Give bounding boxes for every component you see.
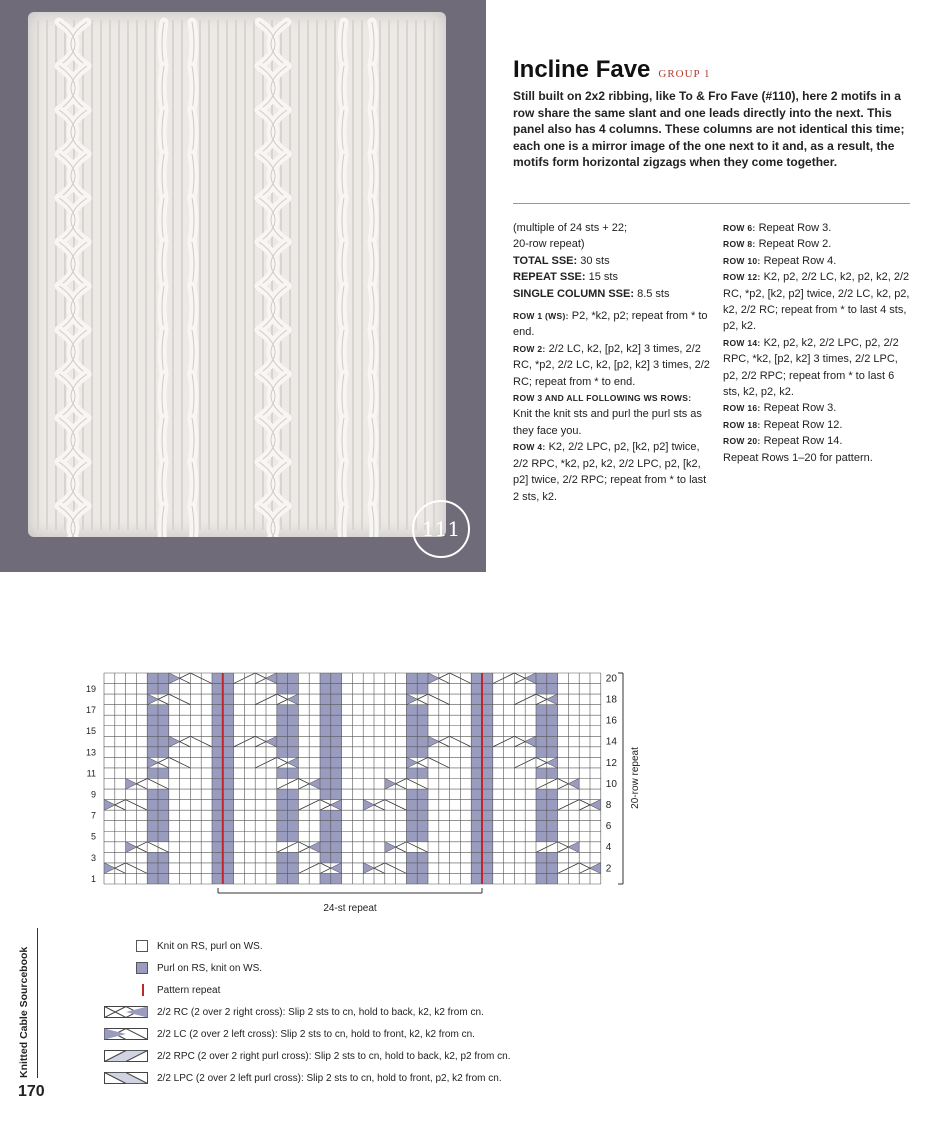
row-number-left: 15 bbox=[85, 726, 96, 737]
row-instruction: ROW 3 AND ALL FOLLOWING WS ROWS: Knit the knit sts and purl the purl sts as they face you. bbox=[513, 393, 702, 437]
legend-item: Knit on RS, purl on WS. bbox=[100, 940, 263, 952]
single-sse-value: 8.5 sts bbox=[637, 287, 670, 300]
row-number-right: 14 bbox=[605, 736, 617, 748]
total-sse bbox=[513, 253, 711, 269]
swatch-photo bbox=[0, 0, 486, 572]
spine-divider bbox=[37, 928, 38, 1078]
book-title-spine: Knitted Cable Sourcebook bbox=[18, 946, 30, 1078]
row-instruction: ROW 20: Repeat Row 14. bbox=[723, 435, 843, 448]
row-number-right: 16 bbox=[605, 715, 617, 727]
row-instruction: ROW 14: K2, p2, k2, 2/2 LPC, p2, 2/2 RPC, *k2, [p2, k2] 3 times, 2/2 LPC, p2, 2/2 RPC; repeat from * to last 6 sts, k2, p2, k2. bbox=[723, 336, 899, 399]
row-instruction: ROW 12: K2, p2, 2/2 LC, k2, p2, k2, 2/2 RC, *p2, [k2, p2] twice, 2/2 LC, k2, p2, k2, 2/2 RC; repeat from * to last 4 sts, p2, k2. bbox=[723, 271, 910, 333]
lpc-cable-icon bbox=[104, 1072, 148, 1084]
knitted-swatch bbox=[28, 12, 446, 537]
row-number-right: 4 bbox=[605, 842, 612, 854]
pattern-number-badge: 111 bbox=[412, 500, 470, 558]
repeat-sse-value: 15 sts bbox=[588, 271, 618, 284]
row-number-left: 13 bbox=[85, 747, 96, 758]
row-instruction: ROW 18: Repeat Row 12. bbox=[723, 418, 843, 431]
row-number-right: 2 bbox=[605, 863, 612, 875]
row-number-right: 18 bbox=[605, 694, 617, 706]
pattern-title bbox=[513, 56, 711, 84]
knit-box-icon bbox=[136, 940, 148, 952]
rc-cable-icon bbox=[104, 1006, 148, 1018]
row-number-right: 8 bbox=[605, 800, 612, 812]
row-instruction: ROW 8: Repeat Row 2. bbox=[723, 238, 832, 251]
legend-item: Pattern repeat bbox=[100, 984, 220, 996]
row-number-left: 5 bbox=[90, 831, 96, 842]
row-number-left: 7 bbox=[90, 810, 96, 821]
row-instruction: ROW 2: 2/2 LC, k2, [p2, k2] 3 times, 2/2 RC, *p2, 2/2 LC, k2, [p2, k2] 3 times, 2/2 RC; repeat from * to end. bbox=[513, 342, 710, 388]
legend-item: 2/2 LPC (2 over 2 left purl cross): Slip 2 sts to cn, hold to front, p2, k2 from cn. bbox=[100, 1072, 502, 1084]
rpc-cable-icon bbox=[104, 1050, 148, 1062]
total-sse-value: 30 sts bbox=[580, 254, 610, 267]
row-repeat-label: 20-row repeat bbox=[630, 747, 641, 809]
legend-item: Purl on RS, knit on WS. bbox=[100, 962, 262, 974]
divider bbox=[513, 203, 910, 204]
multiple-text: (multiple of 24 sts + 22; bbox=[513, 222, 628, 234]
row-number-left: 1 bbox=[90, 873, 96, 884]
single-sse bbox=[513, 286, 711, 302]
page-number: 170 bbox=[18, 1083, 45, 1100]
legend-item: 2/2 LC (2 over 2 left cross): Slip 2 sts to cn, hold to front, k2, k2 from cn. bbox=[100, 1028, 475, 1040]
legend-item: 2/2 RPC (2 over 2 right purl cross): Slip 2 sts to cn, hold to back, k2, p2 from cn. bbox=[100, 1050, 510, 1062]
row-number-left: 3 bbox=[90, 852, 96, 863]
legend-item: 2/2 RC (2 over 2 right cross): Slip 2 sts to cn, hold to back, k2, k2 from cn. bbox=[100, 1006, 484, 1018]
instructions-column-1 bbox=[513, 220, 711, 505]
knitting-chart bbox=[70, 660, 670, 925]
row-number-right: 10 bbox=[605, 778, 617, 790]
row-instruction: ROW 6: Repeat Row 3. bbox=[723, 222, 832, 234]
row-instruction: ROW 4: K2, 2/2 LPC, p2, [k2, p2] twice, 2/2 RPC, *k2, p2, k2, 2/2 LPC, p2, [k2, p2] twice, 2/2 RPC; repeat from * to last 2 sts, k2. bbox=[513, 441, 707, 503]
row-number-left: 19 bbox=[85, 683, 96, 694]
repeat-line-icon bbox=[142, 984, 144, 996]
row-number-right: 20 bbox=[605, 673, 617, 685]
row-number-left: 11 bbox=[86, 768, 96, 779]
row-instruction: ROW 16: Repeat Row 3. bbox=[723, 402, 837, 415]
repeat-sse-label: REPEAT SSE: bbox=[513, 271, 586, 284]
lc-cable-icon bbox=[104, 1028, 148, 1040]
pattern-title-text: Incline Fave bbox=[513, 56, 651, 83]
row-number-left: 9 bbox=[90, 789, 96, 800]
row-repeat-text: 20-row repeat) bbox=[513, 238, 585, 251]
row-instruction: ROW 10: Repeat Row 4. bbox=[723, 254, 837, 267]
cable-texture bbox=[28, 12, 446, 537]
row-number-right: 12 bbox=[605, 757, 617, 769]
total-sse-label: TOTAL SSE: bbox=[513, 254, 578, 267]
repeat-sse bbox=[513, 269, 711, 285]
chart-grid bbox=[70, 660, 670, 920]
row-number-left: 17 bbox=[85, 705, 96, 716]
purl-box-icon bbox=[136, 962, 148, 974]
instructions-column-2 bbox=[723, 220, 913, 466]
group-label: GROUP 1 bbox=[658, 68, 711, 80]
stitch-repeat-label: 24-st repeat bbox=[323, 903, 377, 914]
single-sse-label: SINGLE COLUMN SSE: bbox=[513, 287, 635, 300]
row-number-right: 6 bbox=[605, 821, 612, 833]
pattern-intro: Still built on 2x2 ribbing, like To & Fro Fave (#110), here 2 motifs in a row share the same slant and one leads directly into the next. This panel also has 4 columns. These columns are not identical this time; each one is a mirror image of the one next to it and, as a result, the motifs form horizontal zigzags when they come together. bbox=[513, 89, 905, 169]
closing-instruction: Repeat Rows 1–20 for pattern. bbox=[723, 451, 873, 464]
row-instruction: ROW 1 (WS): P2, *k2, p2; repeat from * to end. bbox=[513, 310, 708, 339]
